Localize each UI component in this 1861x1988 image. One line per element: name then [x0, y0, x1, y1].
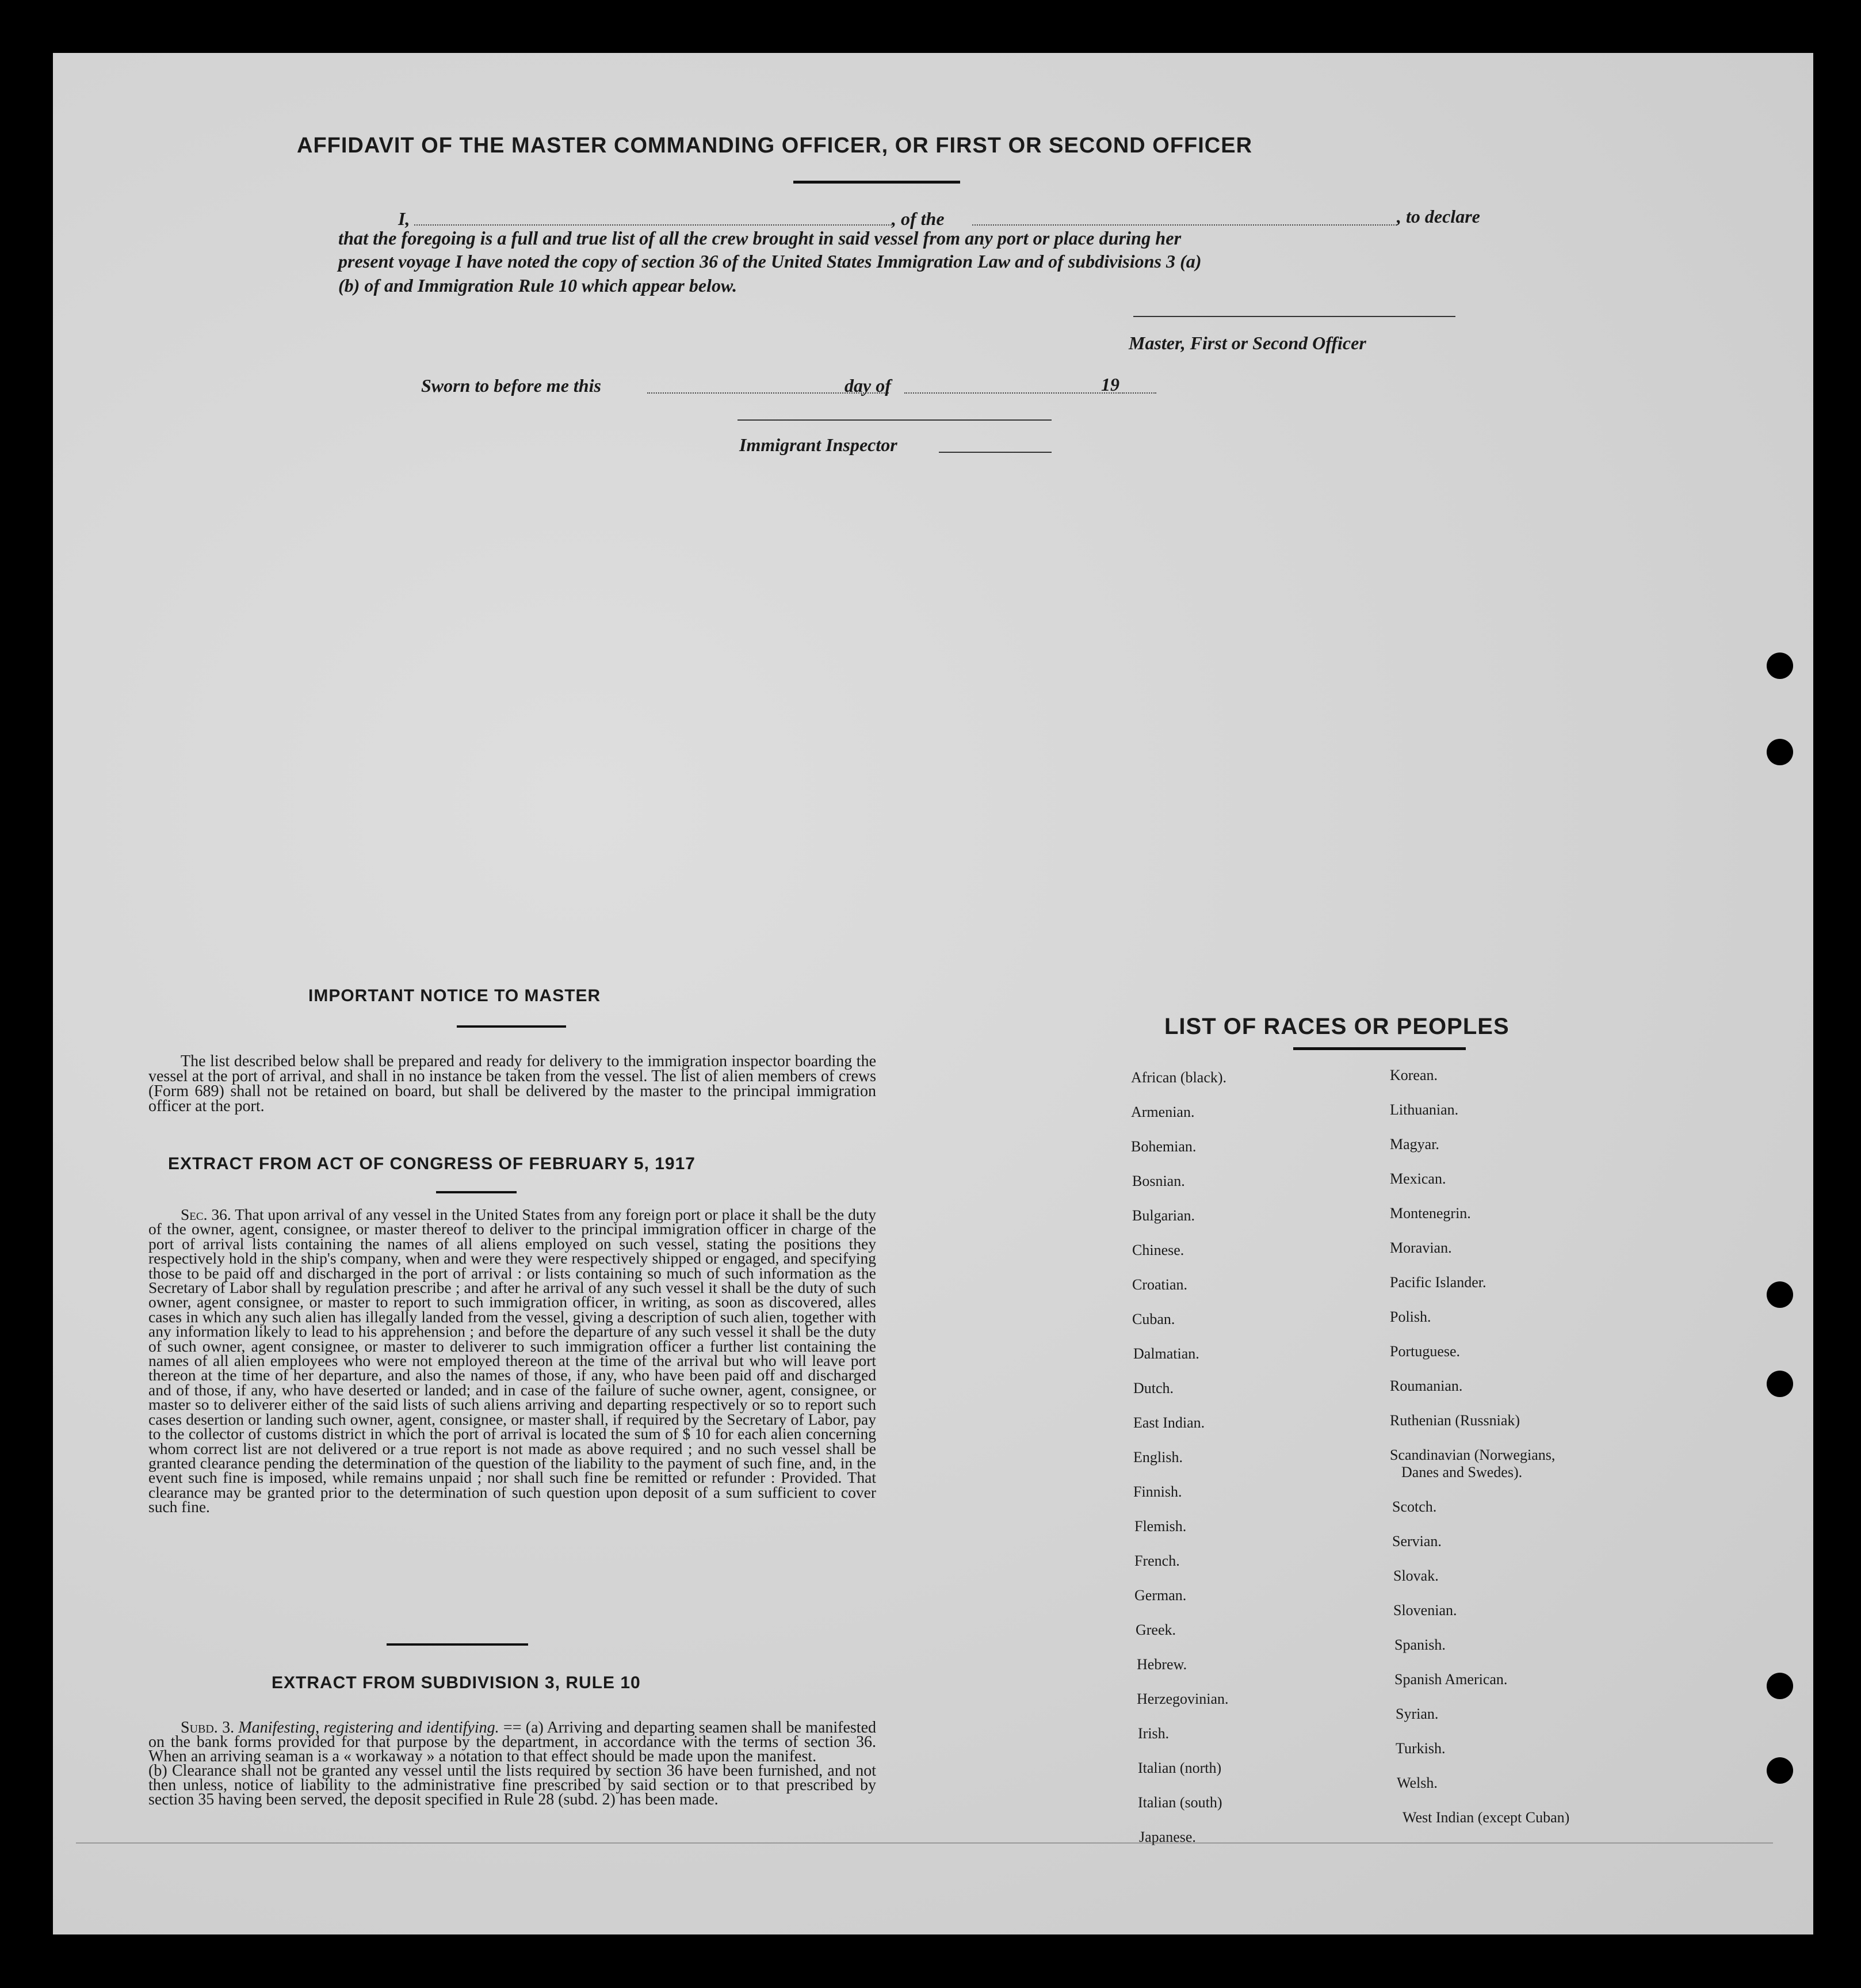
affidavit-of-the: , of the	[892, 208, 945, 229]
race-left: Herzegovinian.	[1137, 1691, 1229, 1707]
punch-hole	[1767, 1673, 1793, 1699]
vessel-blank	[972, 224, 1397, 226]
year-prefix: 19	[1101, 374, 1119, 395]
race-right: West Indian (except Cuban)	[1403, 1809, 1570, 1826]
affidavit-to-declare: , to declare	[1397, 206, 1480, 227]
punch-hole	[1767, 653, 1793, 679]
signature-caption: Master, First or Second Officer	[1129, 333, 1366, 353]
affidavit-line-3: present voyage I have noted the copy of section 36 of the United States Immigration Law and of subdivisions 3 (a)	[338, 251, 1202, 272]
race-right: Scandinavian (Norwegians,	[1390, 1447, 1556, 1463]
bottom-rule	[76, 1842, 1773, 1844]
race-left: English.	[1133, 1449, 1183, 1466]
document-page	[53, 53, 1813, 1934]
race-left: Chinese.	[1132, 1242, 1184, 1258]
affidavit-title: AFFIDAVIT OF THE MASTER COMMANDING OFFICER, OR FIRST OR SECOND OFFICER	[297, 133, 1253, 158]
race-right: Mexican.	[1390, 1170, 1446, 1187]
race-right: Portuguese.	[1390, 1343, 1461, 1360]
race-left: East Indian.	[1133, 1414, 1205, 1431]
races-underline	[1293, 1047, 1466, 1050]
race-left: French.	[1134, 1552, 1180, 1569]
signature-line	[1133, 316, 1455, 317]
race-left: Italian (north)	[1138, 1760, 1222, 1776]
race-left: Croatian.	[1132, 1276, 1188, 1293]
race-left: Armenian.	[1131, 1104, 1195, 1120]
race-right: Servian.	[1392, 1533, 1442, 1550]
race-right: Moravian.	[1390, 1239, 1452, 1256]
race-right: Pacific Islander.	[1390, 1274, 1486, 1291]
inspector-line-2	[939, 452, 1052, 453]
sec-label: Sec. 36.	[181, 1205, 231, 1223]
notice-text: The list described below shall be prepared and ready for delivery to the immigration inspector boarding the vessel at the port of arrival, and shall in no instance be taken from the vessel. The list of alien members of crews (Form 689) shall not be retained on board, but shall be delivered by the master to the principal immigration officer at the port.	[148, 1052, 876, 1115]
name-blank	[414, 224, 892, 226]
affidavit-i: I,	[398, 208, 410, 229]
title-underline	[793, 181, 960, 184]
act-text	[148, 1207, 876, 1514]
affidavit-line-2: that the foregoing is a full and true list of all the crew brought in said vessel from any port or place during her	[338, 228, 1182, 249]
race-right: Lithuanian.	[1390, 1101, 1459, 1118]
month-blank	[904, 392, 1121, 394]
race-left: Japanese.	[1139, 1829, 1196, 1845]
punch-hole	[1767, 739, 1793, 765]
race-left: Italian (south)	[1138, 1794, 1222, 1811]
act-title: EXTRACT FROM ACT OF CONGRESS OF FEBRUARY 5, 1917	[168, 1154, 696, 1173]
subd-label: Subd. 3.	[181, 1719, 235, 1737]
race-left: Cuban.	[1132, 1311, 1175, 1327]
race-right: Welsh.	[1397, 1775, 1438, 1791]
race-left: Bosnian.	[1132, 1173, 1185, 1189]
notice-underline	[457, 1025, 566, 1028]
punch-hole	[1767, 1371, 1793, 1397]
race-left: Flemish.	[1134, 1518, 1187, 1535]
race-right: Syrian.	[1396, 1705, 1439, 1722]
race-left: Bulgarian.	[1132, 1207, 1195, 1224]
notice-title: IMPORTANT NOTICE TO MASTER	[308, 986, 601, 1005]
act-underline	[436, 1191, 517, 1193]
punch-hole	[1767, 1281, 1793, 1308]
race-left: Dalmatian.	[1133, 1345, 1199, 1362]
race-right: Slovenian.	[1393, 1602, 1457, 1619]
sworn-text: Sworn to before me this	[421, 375, 601, 396]
race-right: Polish.	[1390, 1308, 1431, 1325]
race-right: Danes and Swedes).	[1401, 1464, 1523, 1480]
subd-heading: Manifesting, registering and identifying.	[238, 1719, 499, 1737]
race-left: Hebrew.	[1137, 1656, 1187, 1673]
sec-36-text: That upon arrival of any vessel in the United States from any foreign port or place it shall be the duty of the owner, agent, consignee, or master thereof to deliver to the principal immigration officer in charge of the port of arrival lists containing the names of all aliens employed on such vessel, stating the positions they respectively hold in the ship's company, when and were they were respectively shipped or engaged, and specifying those to be paid off and discharged in the port of arrival : or lists containing so much of such information as the Secretary of Labor shall by regulation prescribe ; and after he arrival of any such vessel it shall be the duty of such owner, agent consignee, or master to report to such immigration officer, in writing, as soon as discovered, alles cases in which any such alien has illegally landed from the vessel, giving a description of such alien, together with any information likely to lead to his apprehension ; and before the departure of any such vessel it shall be the duty of such owner, agent consignee, or master to deliverer to such immigration officer a further list containing the names of all alien employees who were not employed thereon at the time of the arrival but who will leave port thereon at the time of her departure, and also the names of those, if any, who have been paid off and discharged and of those, if any, who have deserted or landed; and in case of the failure of suche owner, agent, consignee, or master so to deliverer either of the said lists of such aliens arriving and departing respectively or so to report such cases desertion or landing such owner, agent, consignee, or master shall, if required by the Secretary of Labor, pay to the collector of customs district in which the port of arrival is located the sum of $ 10 for each alien concerning whom correct list are not delivered or a true report is not made as above required ; and no such vessel shall be granted clearance pending the determination of the question of the liability to the payment of such fine, and, in the event such fine is imposed, while remains unpaid ; nor shall such fine be remitted or refunder : Provided. That clearance may be granted prior to the determination of such question upon deposit of a sum sufficient to cover such fine.	[148, 1205, 876, 1516]
year-blank	[1122, 392, 1156, 394]
race-left: German.	[1134, 1587, 1187, 1604]
race-left: Irish.	[1138, 1725, 1170, 1742]
race-right: Slovak.	[1393, 1567, 1439, 1584]
race-left: Dutch.	[1133, 1380, 1174, 1396]
race-right: Montenegrin.	[1390, 1205, 1471, 1222]
race-right: Spanish.	[1394, 1636, 1446, 1653]
rule-text	[148, 1720, 876, 1807]
affidavit-line-4: (b) of and Immigration Rule 10 which appear below.	[338, 275, 737, 296]
race-left: Finnish.	[1133, 1483, 1182, 1500]
race-right: Scotch.	[1392, 1498, 1437, 1515]
race-right: Roumanian.	[1390, 1378, 1463, 1394]
inspector-line	[737, 419, 1052, 421]
punch-hole	[1767, 1757, 1793, 1784]
races-title: LIST OF RACES OR PEOPLES	[1164, 1014, 1510, 1039]
race-left: African (black).	[1131, 1069, 1227, 1086]
subd-a-text: == (a) Arriving and departing seamen shall be manifested on the bank forms provided for that purpose by the department, in accordance with the terms of section 36. When an arriving seaman is a « workaway » a notation to that effect should be made upon the manifest.	[148, 1719, 877, 1765]
race-left: Bohemian.	[1131, 1138, 1197, 1155]
race-right: Magyar.	[1390, 1136, 1439, 1153]
race-right: Spanish American.	[1394, 1671, 1508, 1688]
inspector-caption: Immigrant Inspector	[739, 434, 897, 455]
subd-b-text: (b) Clearance shall not be granted any vessel until the lists required by section 36 have been furnished, and not then unless, notice of liability to the administrative fine prescribed by said section or to that prescribed by section 35 having been served, the deposit specified in Rule 28 (subd. 2) has been made.	[148, 1762, 876, 1808]
race-right: Korean.	[1390, 1067, 1438, 1083]
race-right: Turkish.	[1396, 1740, 1446, 1757]
race-right: Ruthenian (Russniak)	[1390, 1412, 1520, 1429]
day-of-text: day of	[844, 375, 891, 396]
rule-divider	[387, 1643, 528, 1646]
race-left: Greek.	[1136, 1621, 1176, 1638]
rule-title: EXTRACT FROM SUBDIVISION 3, RULE 10	[272, 1673, 641, 1692]
